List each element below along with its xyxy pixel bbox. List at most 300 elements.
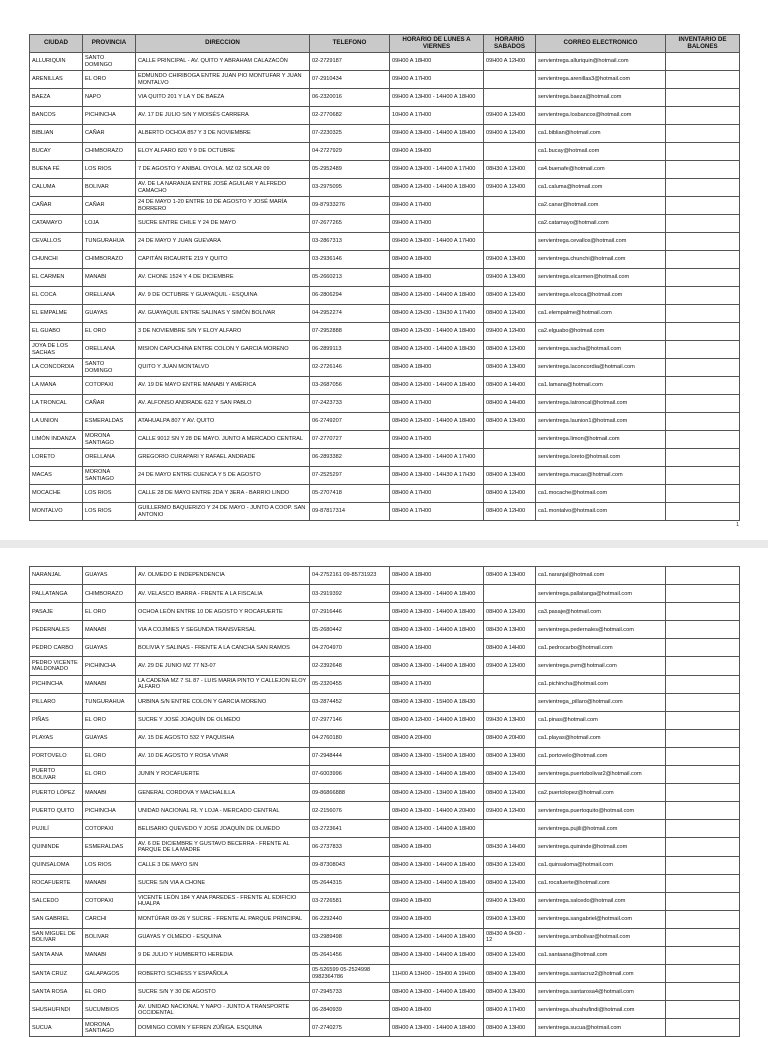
cell-horario-sabados: 08H00 A 12H00 [484,503,536,521]
cell-provincia: ORELLANA [83,287,136,305]
table-row [30,892,740,910]
table-row [30,251,740,269]
cell-provincia: CARCHI [83,910,136,928]
cell-ciudad: SANTA ANA [30,946,83,964]
cell-correo: ca4.buenafe@hotmail.com [536,161,666,179]
table-row [30,711,740,729]
table-row [30,729,740,747]
cell-correo: servientrega.pvm@hotmail.com [536,657,666,675]
cell-direccion: MISION CAPUCHINA ENTRE COLON Y GARCIA MORENO [136,341,310,359]
cell-horario-semana: 08H00 A 13H00 - 14H00 A 18H00 [390,766,484,784]
cell-inventario [666,946,740,964]
cell-ciudad: BUENA FÉ [30,161,83,179]
cell-provincia: SANTO DOMINGO [83,359,136,377]
cell-provincia: LOS RIOS [83,161,136,179]
cell-inventario [666,359,740,377]
cell-horario-semana: 08H00 A 13H00 - 14H00 A 18H00 [390,983,484,1001]
cell-direccion: AV. 6 DE DICIEMBRE Y GUSTAVO BECERRA - FRENTE AL PARQUE DE LA MADRE [136,838,310,856]
table-row [30,161,740,179]
cell-horario-sabados: 08H00 A 13H00 [484,1019,536,1037]
cell-inventario [666,431,740,449]
table-row [30,983,740,1001]
table-row [30,946,740,964]
cell-correo: ca1.portovelo@hotmail.com [536,747,666,765]
cell-horario-semana: 09H00 A 18H00 [390,53,484,71]
cell-horario-sabados [484,215,536,233]
cell-horario-sabados: 08H00 A 13H00 [484,965,536,983]
cell-correo: servientrega.losbancos@hotmail.com [536,107,666,125]
cell-horario-sabados: 09H00 A 13H00 [484,269,536,287]
cell-provincia: EL ORO [83,323,136,341]
cell-inventario [666,323,740,341]
cell-provincia: BOLIVAR [83,928,136,946]
cell-horario-sabados: 08H00 A 13H00 [484,413,536,431]
table-row [30,467,740,485]
cell-telefono: 03-2989498 [310,928,390,946]
cell-ciudad: PIÑAS [30,711,83,729]
cell-horario-semana: 08H00 A 12H00 - 13H00 A 18H00 [390,784,484,802]
cell-correo: servientrega.puertobolivar2@hotmail.com [536,766,666,784]
cell-provincia: EL ORO [83,711,136,729]
table-row [30,197,740,215]
cell-horario-semana: 08H00 A 13H00 - 14H30 A 17H30 [390,467,484,485]
cell-direccion: VICENTE LEÓN 184 Y ANA PAREDES - FRENTE AL EDIFICIO HUALPA [136,892,310,910]
cell-ciudad: CALUMA [30,179,83,197]
cell-telefono: 06-2806294 [310,287,390,305]
cell-inventario [666,197,740,215]
cell-telefono: 04-2760180 [310,729,390,747]
cell-telefono: 05-2952489 [310,161,390,179]
cell-horario-semana: 08H00 A 17H00 [390,395,484,413]
cell-telefono: 07-2770727 [310,431,390,449]
header-horario-sabados: HORARIO SABADOS [484,35,536,53]
cell-correo: servientrega.macas@hotmail.com [536,467,666,485]
cell-correo: ca2.elguabo@hotmail.com [536,323,666,341]
cell-ciudad: QUINSALOMA [30,856,83,874]
cell-horario-semana: 08H00 A 18H00 [390,838,484,856]
table-row [30,784,740,802]
cell-ciudad: PILLARO [30,693,83,711]
cell-provincia: CHIMBORAZO [83,143,136,161]
cell-correo: servientrega.alluriquin@hotmail.com [536,53,666,71]
cell-inventario [666,251,740,269]
cell-provincia: SANTO DOMINGO [83,53,136,71]
cell-correo: servientrega.salcedo@hotmail.com [536,892,666,910]
cell-provincia: MANABI [83,675,136,693]
cell-provincia: CAÑAR [83,395,136,413]
cell-horario-semana: 09H00 A 13H00 - 14H00 A 18H00 [390,125,484,143]
cell-horario-sabados: 08H00 A 20H00 [484,729,536,747]
cell-correo: ca1.pedrocarbo@hotmail.com [536,639,666,657]
cell-direccion: JUNIN Y ROCAFUERTE [136,766,310,784]
cell-inventario [666,766,740,784]
cell-provincia: MANABI [83,621,136,639]
table-row [30,603,740,621]
cell-horario-semana: 09H00 A 13H00 - 14H00 A 18H00 [390,89,484,107]
header-provincia: PROVINCIA [83,35,136,53]
cell-direccion: ALBERTO OCHOA 857 Y 3 DE NOVIEMBRE [136,125,310,143]
table-row [30,431,740,449]
cell-telefono: 05-2644315 [310,874,390,892]
cell-horario-semana: 09H00 A 17H00 [390,71,484,89]
cell-correo: servientrega.sangabriel@hotmail.com [536,910,666,928]
table-row [30,1001,740,1019]
cell-horario-sabados: 08H30 A 9H30 - 12 [484,928,536,946]
cell-correo: servientrega.sacha@hotmail.com [536,341,666,359]
cell-ciudad: JOYA DE LOS SACHAS [30,341,83,359]
cell-direccion: BOLIVIA Y SALINAS - FRENTE A LA CANCHA SAN RAMOS [136,639,310,657]
cell-direccion: CALLE PRINCIPAL - AV. QUITO Y ABRAHAM CALAZACÓN [136,53,310,71]
cell-ciudad: PUERTO QUITO [30,802,83,820]
cell-inventario [666,784,740,802]
cell-provincia: MORONA SANTIAGO [83,467,136,485]
cell-correo: ca2.catamayo@hotmail.com [536,215,666,233]
cell-horario-semana: 08H00 A 12H00 - 14H00 A 18H00 [390,179,484,197]
cell-direccion: AV. 10 DE AGOSTO Y ROSA VIVAR [136,747,310,765]
cell-correo: servientrega.sucua@hotmail.com [536,1019,666,1037]
cell-horario-sabados: 09H00 A 12H00 [484,53,536,71]
cell-horario-sabados: 09H30 A 13H00 [484,711,536,729]
cell-horario-semana: 09H00 A 18H00 [390,910,484,928]
cell-provincia: CAÑAR [83,125,136,143]
cell-telefono: 06-2893382 [310,449,390,467]
cell-ciudad: ROCAFUERTE [30,874,83,892]
cell-direccion: EDMUNDO CHIRIBOGA ENTRE JUAN PIO MONTUFAR Y JUAN MONTALVO [136,71,310,89]
cell-direccion: 9 DE JULIO Y HUMBERTO HEREDIA [136,946,310,964]
cell-provincia: EL ORO [83,71,136,89]
cell-direccion: CAPITÁN RICAURTE 219 Y QUITO [136,251,310,269]
cell-ciudad: LA UNION [30,413,83,431]
cell-horario-semana: 08H00 A 18H00 [390,251,484,269]
cell-ciudad: CHUNCHI [30,251,83,269]
cell-inventario [666,910,740,928]
cell-telefono: 05-526599 05-2524998 0982364786 [310,965,390,983]
table-row [30,693,740,711]
cell-provincia: CAÑAR [83,197,136,215]
cell-inventario [666,928,740,946]
cell-horario-semana: 09H00 A 13H00 - 14H00 A 18H00 [390,585,484,603]
cell-inventario [666,802,740,820]
table-row [30,125,740,143]
cell-horario-semana: 08H00 A 13H00 - 14H00 A 18H00 [390,946,484,964]
cell-horario-sabados [484,71,536,89]
cell-horario-sabados: 09H00 A 12H00 [484,323,536,341]
cell-horario-sabados: 08H00 A 14H00 [484,377,536,395]
cell-direccion: AV. VELASCO IBARRA - FRENTE A LA FISCALIA [136,585,310,603]
cell-horario-sabados: 08H30 A 12H00 [484,856,536,874]
cell-telefono: 07-2423733 [310,395,390,413]
cell-horario-sabados: 08H00 A 12H00 [484,485,536,503]
cell-horario-sabados: 08H00 A 12H00 [484,766,536,784]
cell-correo: servientrega.laconcordia@hotmail.com [536,359,666,377]
cell-horario-semana: 09H00 A 17H00 [390,215,484,233]
cell-horario-sabados [484,449,536,467]
page-separator [0,540,768,548]
cell-horario-semana: 08H00 A 12H00 - 14H00 A 18H00 [390,287,484,305]
cell-horario-sabados: 09H00 A 12H00 [484,125,536,143]
cell-telefono: 07-2952888 [310,323,390,341]
table-header-row [30,35,740,53]
table-row [30,215,740,233]
cell-horario-semana: 08H00 A 12H00 - 14H00 A 18H00 [390,928,484,946]
cell-provincia: MANABI [83,946,136,964]
cell-telefono: 07-2945733 [310,983,390,1001]
cell-direccion: DOMINGO COMIN Y EFREN ZÚÑIGA. ESQUINA [136,1019,310,1037]
cell-horario-semana: 08H00 A 20H00 [390,729,484,747]
cell-horario-semana: 09H00 A 17H00 [390,431,484,449]
cell-ciudad: SANTA ROSA [30,983,83,1001]
cell-horario-sabados: 08H00 A 12H00 [484,287,536,305]
cell-horario-sabados [484,693,536,711]
cell-correo: servientrega.smbolivar@hotmail.com [536,928,666,946]
cell-horario-semana: 09H00 A 17H00 [390,197,484,215]
cell-direccion: CALLE 28 DE MAYO ENTRE 2DA Y 3ERA - BARRIO LINDO [136,485,310,503]
cell-horario-sabados: 08H00 A 12H00 [484,603,536,621]
cell-ciudad: LA MANA [30,377,83,395]
cell-horario-semana: 08H00 A 13H00 - 14H00 A 18H00 [390,1019,484,1037]
cell-correo: ca3.pasaje@hotmail.com [536,603,666,621]
cell-horario-semana: 08H00 A 17H00 [390,503,484,521]
cell-ciudad: BANCOS [30,107,83,125]
cell-correo: servientrega.shushufindi@hotmail.com [536,1001,666,1019]
cell-telefono: 02-2770682 [310,107,390,125]
cell-ciudad: SUCUA [30,1019,83,1037]
cell-horario-semana: 09H00 A 13H00 - 14H00 A 17H00 [390,161,484,179]
cell-provincia: GUAYAS [83,639,136,657]
cell-ciudad: CATAMAYO [30,215,83,233]
document-page-2 [0,548,768,1034]
cell-horario-sabados [484,820,536,838]
table-row [30,341,740,359]
cell-direccion: 7 DE AGOSTO Y ANIBAL OYOLA. MZ 02 SOLAR 09 [136,161,310,179]
cell-horario-semana: 09H00 A 19H00 [390,143,484,161]
cell-horario-semana: 08H00 A 17H00 [390,675,484,693]
page-number: 1 [735,522,739,528]
cell-correo: ca2.canar@hotmail.com [536,197,666,215]
cell-direccion: SUCRE S/N Y 30 DE AGOSTO [136,983,310,1001]
cell-correo: servientrega.launion1@hotmail.com [536,413,666,431]
table-row [30,675,740,693]
cell-inventario [666,1001,740,1019]
cell-horario-sabados: 09H00 A 13H00 [484,251,536,269]
table-row [30,485,740,503]
cell-horario-sabados [484,585,536,603]
table-row [30,89,740,107]
cell-telefono: 03-2867313 [310,233,390,251]
cell-telefono: 04-2704970 [310,639,390,657]
cell-correo: ca1.montalvo@hotmail.com [536,503,666,521]
cell-telefono: 07-6003996 [310,766,390,784]
cell-horario-sabados: 08H00 A 12H00 [484,341,536,359]
cell-direccion: SUCRE Y JOSÉ JOAQUÍN DE OLMEDO [136,711,310,729]
cell-provincia: PICHINCHA [83,107,136,125]
table-row [30,621,740,639]
cell-telefono: 05-2660213 [310,269,390,287]
cell-correo: ca2.puertolopez@hotmail.com [536,784,666,802]
table-row [30,287,740,305]
cell-correo: ca1.bucay@hotmail.com [536,143,666,161]
cell-direccion: LA CADENA MZ 7 SL 87 - LUIS MARIA PINTO Y CALLEJON ELOY ALFARO [136,675,310,693]
cell-provincia: MANABI [83,269,136,287]
cell-telefono: 03-2723641 [310,820,390,838]
cell-horario-semana: 08H00 A 12H00 - 14H00 A 18H30 [390,341,484,359]
cell-inventario [666,747,740,765]
cell-provincia: LOJA [83,215,136,233]
cell-direccion: AV. ALFONSO ANDRADE 622 Y SAN PABLO [136,395,310,413]
cell-ciudad: LA CONCORDIA [30,359,83,377]
table-row [30,449,740,467]
cell-horario-semana: 08H00 A 12H00 - 14H00 A 18H00 [390,377,484,395]
cell-provincia: MANABI [83,784,136,802]
cell-provincia: PICHINCHA [83,657,136,675]
agencies-table-page-2 [29,566,740,1037]
cell-ciudad: PICHINCHA [30,675,83,693]
cell-ciudad: EL CARMEN [30,269,83,287]
cell-horario-sabados: 09H00 A 12H00 [484,179,536,197]
cell-inventario [666,449,740,467]
cell-inventario [666,711,740,729]
cell-correo: ca1.rocafuerte@hotmail.com [536,874,666,892]
cell-telefono: 05-2680442 [310,621,390,639]
cell-telefono: 06-2899113 [310,341,390,359]
cell-horario-semana: 08H00 A 13H00 - 14H00 A 18H00 [390,603,484,621]
cell-direccion: AV. 9 DE OCTUBRE Y GUAYAQUIL - ESQUINA [136,287,310,305]
cell-telefono: 02-2729187 [310,53,390,71]
cell-inventario [666,377,740,395]
cell-horario-semana: 08H00 A 12H00 - 14H00 A 18H00 [390,711,484,729]
cell-inventario [666,179,740,197]
table-row [30,359,740,377]
cell-correo: ca1.playas@hotmail.com [536,729,666,747]
cell-correo: servientrega.quininde@hotmail.com [536,838,666,856]
cell-inventario [666,585,740,603]
cell-horario-sabados [484,233,536,251]
cell-horario-semana: 10H00 A 17H00 [390,107,484,125]
cell-direccion: 24 DE MAYO 1-20 ENTRE 10 DE AGOSTO Y JOSÉ MARÍA BORRERO [136,197,310,215]
cell-provincia: NAPO [83,89,136,107]
cell-horario-sabados [484,89,536,107]
cell-telefono: 09-87933276 [310,197,390,215]
cell-ciudad: ARENILLAS [30,71,83,89]
header-horario-semana: HORARIO DE LUNES A VIERNES [390,35,484,53]
table-row [30,639,740,657]
cell-telefono: 02-2726146 [310,359,390,377]
cell-inventario [666,874,740,892]
header-direccion: DIRECCION [136,35,310,53]
table-row [30,323,740,341]
table-row [30,233,740,251]
cell-inventario [666,107,740,125]
cell-provincia: ORELLANA [83,341,136,359]
cell-provincia: LOS RIOS [83,503,136,521]
table-row [30,965,740,983]
cell-provincia: EL ORO [83,747,136,765]
cell-provincia: ESMERALDAS [83,413,136,431]
cell-correo: ca1.mocache@hotmail.com [536,485,666,503]
agencies-table-page-1 [29,34,740,521]
table-row [30,107,740,125]
cell-telefono: 07-2977146 [310,711,390,729]
cell-ciudad: BUCAY [30,143,83,161]
cell-provincia: GALAPAGOS [83,965,136,983]
cell-direccion: BELISARIO QUEVEDO Y JOSE JOAQUÍN DE OLMEDO [136,820,310,838]
cell-correo: servientrega_pillaro@hotmail.com [536,693,666,711]
cell-horario-sabados: 08H00 A 13H00 [484,567,536,585]
cell-correo: servientrega.pallatanga@hotmail.com [536,585,666,603]
cell-horario-semana: 08H00 A 12H30 - 13H30 A 17H00 [390,305,484,323]
table-row [30,747,740,765]
cell-horario-semana: 08H00 A 12H00 - 14H00 A 18H00 [390,413,484,431]
cell-horario-semana: 08H00 A 13H00 - 15H00 A 18H30 [390,693,484,711]
cell-horario-sabados: 08H00 A 17H00 [484,1001,536,1019]
cell-correo: servientrega.elcoca@hotmail.com [536,287,666,305]
table-row [30,179,740,197]
cell-direccion: AV. UNIDAD NACIONAL Y NAPO - JUNTO A TRANSPORTE OCCIDENTAL [136,1001,310,1019]
cell-horario-sabados: 08H00 A 14H00 [484,395,536,413]
cell-provincia: TUNGURAHUA [83,233,136,251]
cell-horario-semana: 09H00 A 18H00 [390,892,484,910]
cell-direccion: CALLE 9012 SN Y 28 DE MAYO. JUNTO A MERCADO CENTRAL [136,431,310,449]
cell-provincia: PICHINCHA [83,802,136,820]
cell-provincia: MORONA SANTIAGO [83,1019,136,1037]
cell-horario-semana: 08H00 A 13H00 - 14H00 A 18H00 [390,657,484,675]
table-row [30,53,740,71]
table-row [30,567,740,585]
cell-correo: ca1.pichincha@hotmail.com [536,675,666,693]
cell-direccion: SUCRE S/N VIA A CHONE [136,874,310,892]
cell-ciudad: EL GUABO [30,323,83,341]
cell-inventario [666,233,740,251]
cell-horario-semana: 08H00 A 18H00 [390,269,484,287]
cell-inventario [666,143,740,161]
cell-horario-semana: 08H00 A 13H00 - 14H00 A 18H00 [390,621,484,639]
cell-provincia: ORELLANA [83,449,136,467]
cell-ciudad: PEDRO VICENTE MALDONADO [30,657,83,675]
header-correo: CORREO ELECTRONICO [536,35,666,53]
cell-telefono: 06-2292440 [310,910,390,928]
cell-direccion: AV. 19 DE MAYO ENTRE MANABI Y AMÉRICA [136,377,310,395]
cell-correo: ca1.elempalme@hotmail.com [536,305,666,323]
cell-inventario [666,1019,740,1037]
cell-horario-sabados: 09H00 A 13H00 [484,892,536,910]
cell-inventario [666,341,740,359]
cell-inventario [666,693,740,711]
cell-direccion: AV. CHONE 1524 Y 4 DE DICIEMBRE [136,269,310,287]
cell-inventario [666,603,740,621]
cell-telefono: 09-86866888 [310,784,390,802]
cell-horario-sabados: 08H00 A 14H00 [484,639,536,657]
table-row [30,269,740,287]
table-row [30,143,740,161]
cell-inventario [666,413,740,431]
header-telefono: TELEFONO [310,35,390,53]
cell-horario-semana: 08H00 A 12H30 - 14H00 A 18H00 [390,323,484,341]
cell-ciudad: MOCACHE [30,485,83,503]
cell-correo: servientrega.santacruz2@hotmail.com [536,965,666,983]
cell-direccion: AV. 15 DE AGOSTO 532 Y PAQUISHA [136,729,310,747]
cell-inventario [666,621,740,639]
header-ciudad: CIUDAD [30,35,83,53]
cell-ciudad: PEDERNALES [30,621,83,639]
cell-horario-semana: 08H00 A 12H00 - 14H00 A 18H00 [390,874,484,892]
cell-ciudad: BIBLIAN [30,125,83,143]
cell-horario-semana: 08H00 A 13H00 - 14H00 A 18H00 [390,856,484,874]
cell-telefono: 07-2230325 [310,125,390,143]
cell-direccion: 24 DE MAYO ENTRE CUENCA Y 5 DE AGOSTO [136,467,310,485]
cell-ciudad: PLAYAS [30,729,83,747]
cell-horario-sabados: 08H30 A 12H00 [484,161,536,179]
cell-provincia: BOLIVAR [83,179,136,197]
